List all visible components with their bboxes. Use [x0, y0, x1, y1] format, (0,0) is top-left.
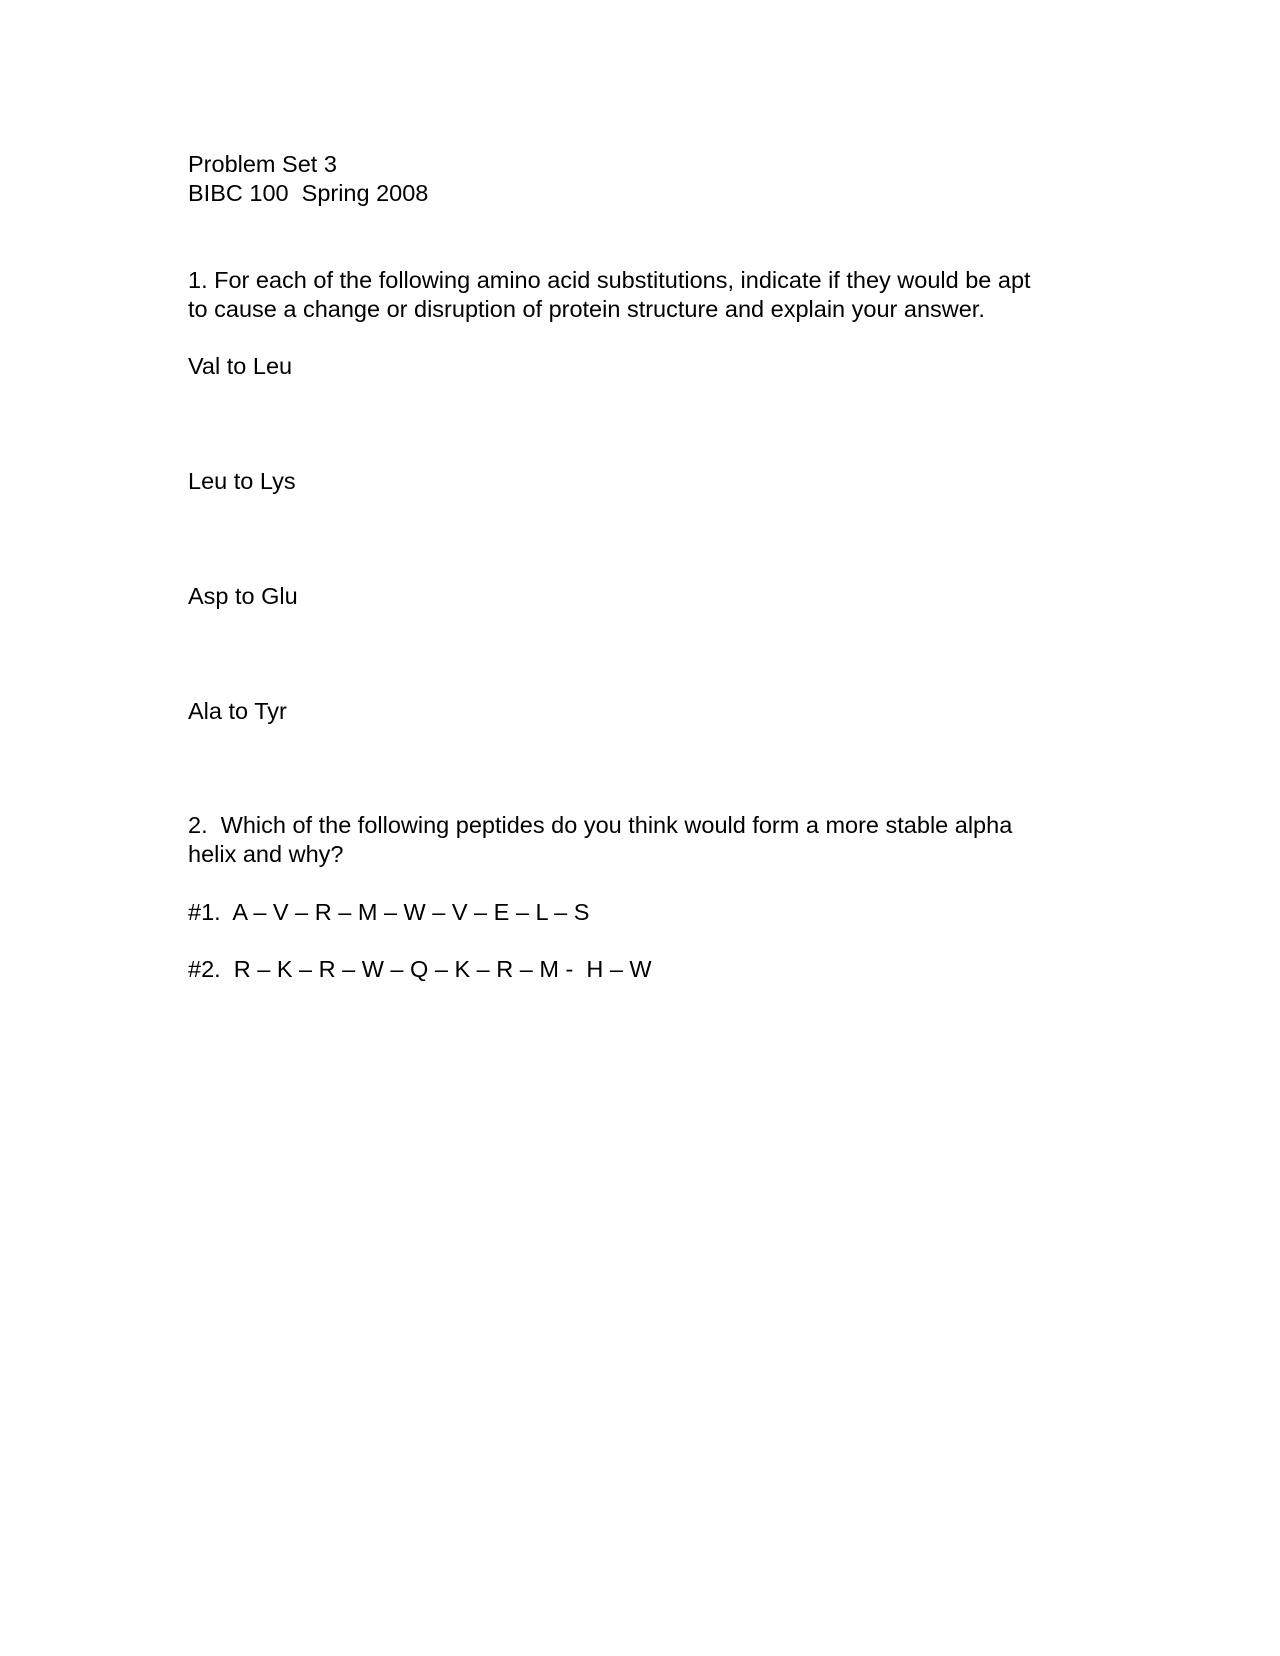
question-1-line-1: 1. For each of the following amino acid substitutions, indicate if they would be apt: [188, 267, 1031, 293]
question-2-line-2: helix and why?: [188, 841, 344, 867]
question-2-line-1: 2. Which of the following peptides do you think would form a more stable alpha: [188, 812, 1013, 838]
substitution-item: Leu to Lys: [188, 468, 296, 494]
peptide-sequence: #1. A – V – R – M – W – V – E – L – S: [188, 899, 590, 925]
substitution-item: Val to Leu: [188, 353, 293, 379]
substitution-item: Asp to Glu: [188, 583, 298, 609]
course-line: BIBC 100 Spring 2008: [188, 180, 429, 206]
substitution-item: Ala to Tyr: [188, 698, 287, 724]
peptide-sequence: #2. R – K – R – W – Q – K – R – M - H – W: [188, 956, 652, 982]
question-1-line-2: to cause a change or disruption of protein structure and explain your answer.: [188, 296, 985, 322]
document-title: Problem Set 3: [188, 151, 337, 177]
